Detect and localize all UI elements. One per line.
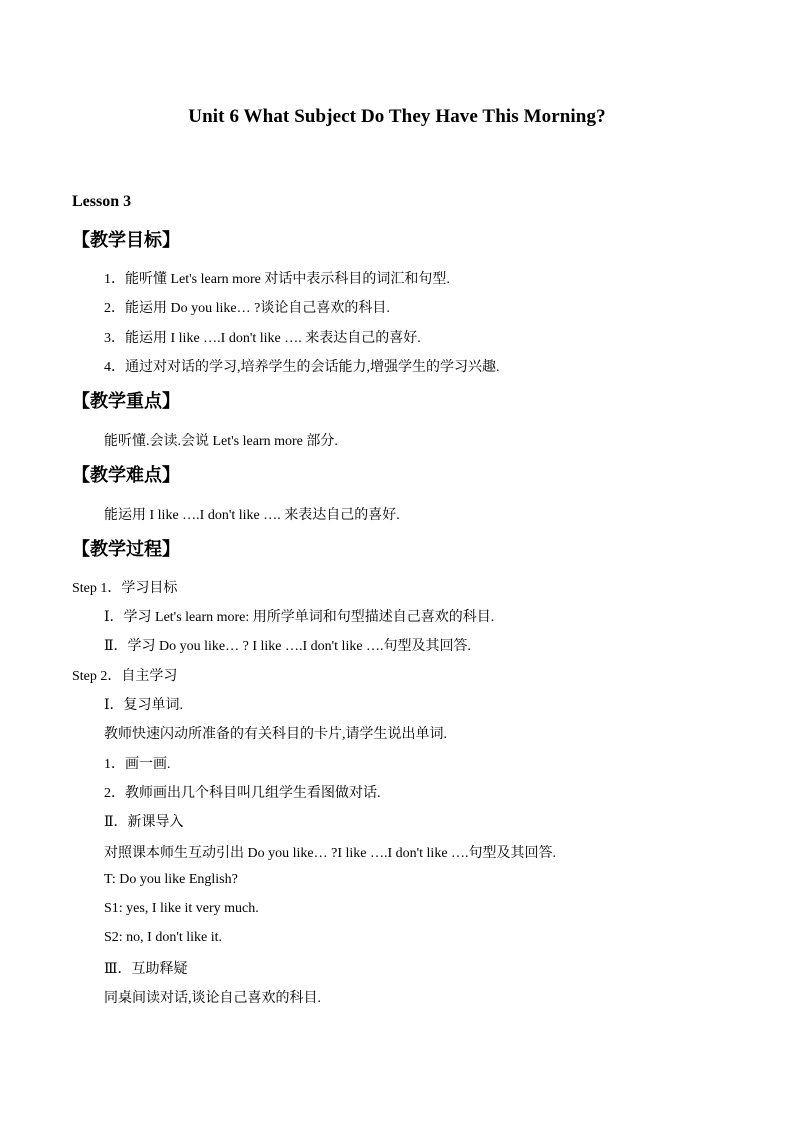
- process-line-draw: 1．画一画.: [104, 757, 171, 772]
- process-line-teacher-cards: 教师快速闪动所准备的有关科目的卡片,请学生说出单词.: [104, 727, 447, 742]
- difficulties-heading: 【教学难点】: [72, 465, 180, 486]
- process-line-teacher-draws: 2．教师画出几个科目叫几组学生看图做对话.: [104, 786, 381, 801]
- objective-item-4: 4．通过对对话的学习,培养学生的会话能力,增强学生的学习兴趣.: [104, 360, 500, 375]
- objectives-heading: 【教学目标】: [72, 230, 180, 251]
- process-line-textbook: 对照课本师生互动引出 Do you like… ?I like ….I don't like ….句型及其回答.: [104, 846, 557, 861]
- key-points-heading: 【教学重点】: [72, 391, 180, 412]
- lesson-label: Lesson 3: [72, 193, 132, 210]
- document-title: Unit 6 What Subject Do They Have This Morning?: [188, 106, 606, 127]
- process-line-step2-iii: Ⅲ．互助释疑: [104, 962, 188, 977]
- objective-item-2: 2．能运用 Do you like… ?谈论自己喜欢的科目.: [104, 301, 390, 316]
- process-line-step2-i: Ⅰ．复习单词.: [104, 698, 184, 713]
- objective-item-3: 3．能运用 I like ….I don't like …. 来表达自己的喜好.: [104, 331, 421, 346]
- process-heading: 【教学过程】: [72, 539, 180, 560]
- process-line-pair-reading: 同桌间读对话,谈论自己喜欢的科目.: [104, 991, 321, 1006]
- process-line-step2-ii: Ⅱ．新课导入: [104, 815, 184, 830]
- difficulties-text: 能运用 I like ….I don't like …. 来表达自己的喜好.: [104, 508, 400, 523]
- process-line-step1: Step 1．学习目标: [72, 581, 178, 596]
- process-line-step1-i: Ⅰ．学习 Let's learn more: 用所学单词和句型描述自己喜欢的科目.: [104, 610, 495, 625]
- key-points-text: 能听懂.会读.会说 Let's learn more 部分.: [104, 434, 338, 449]
- process-line-dialog-s2: S2: no, I don't like it.: [104, 930, 223, 945]
- process-line-step2: Step 2．自主学习: [72, 669, 178, 684]
- objective-item-1: 1．能听懂 Let's learn more 对话中表示科目的词汇和句型.: [104, 272, 450, 287]
- process-line-dialog-t: T: Do you like English?: [104, 872, 238, 887]
- process-line-step1-ii: Ⅱ．学习 Do you like… ? I like ….I don't like ….句型及其回答.: [104, 639, 472, 654]
- process-line-dialog-s1: S1: yes, I like it very much.: [104, 901, 259, 916]
